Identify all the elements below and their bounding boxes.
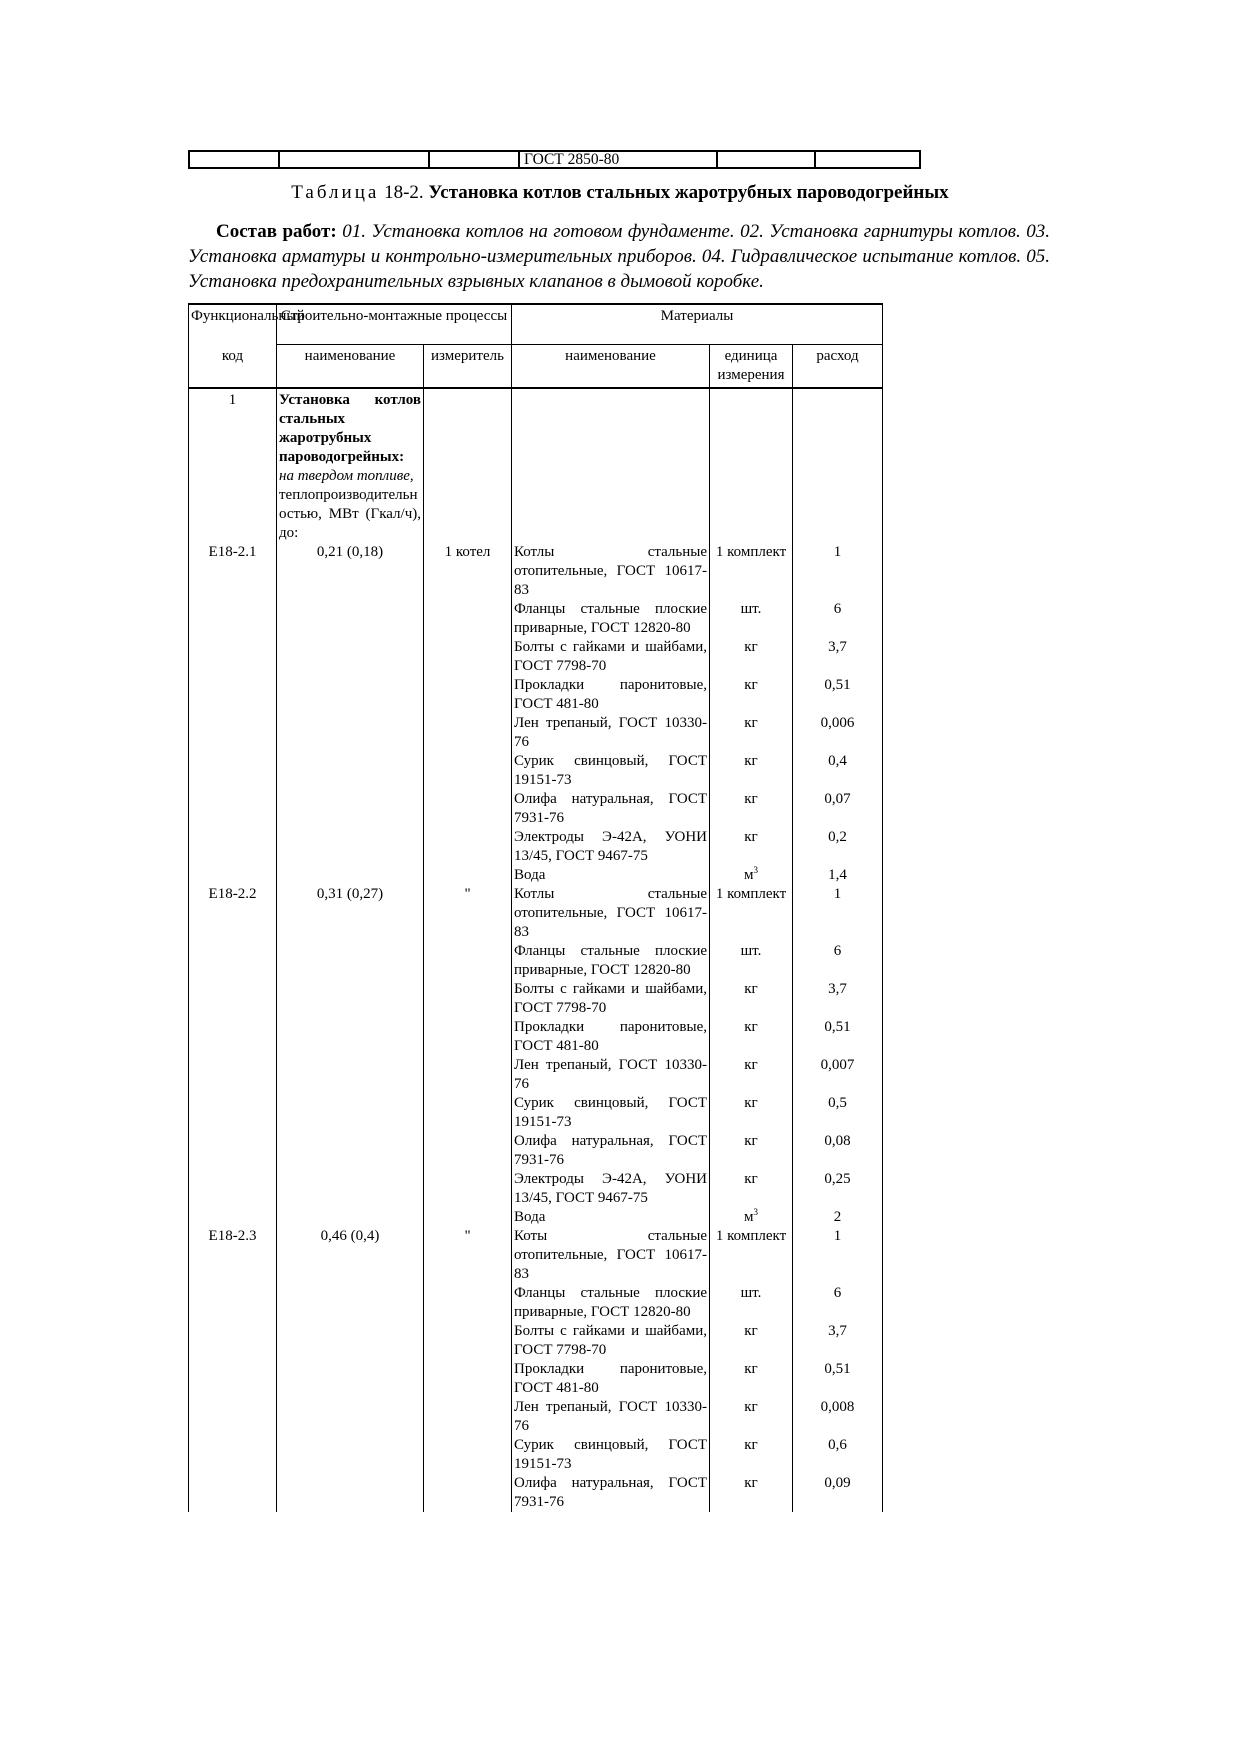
process-name-cell [277, 1018, 424, 1056]
process-name-cell [277, 543, 424, 600]
table-row [189, 942, 883, 980]
material-name: Болты с гайками и шайбами, ГОСТ 7798-70 [514, 981, 707, 1016]
func-code-cell [189, 1208, 277, 1227]
material-unit-cell [710, 790, 793, 828]
material-name-cell [512, 980, 710, 1018]
material-consumption-cell [793, 1436, 883, 1474]
material-consumption-cell [793, 638, 883, 676]
material-unit-cell [710, 1474, 793, 1512]
material-consumption: 6 [833, 1285, 842, 1301]
header-process-name: наименование [277, 345, 424, 389]
table-row [189, 885, 883, 942]
table-row [189, 1208, 883, 1227]
material-name: Болты с гайками и шайбами, ГОСТ 7798-70 [514, 639, 707, 674]
func-code-cell [189, 1436, 277, 1474]
material-unit-cell [710, 1170, 793, 1208]
measure-cell [424, 866, 512, 885]
material-consumption: 0,4 [828, 753, 847, 769]
material-unit-cell [710, 600, 793, 638]
func-code-cell [189, 828, 277, 866]
material-consumption-cell [793, 980, 883, 1018]
func-code-cell [189, 1474, 277, 1512]
material-consumption-cell [793, 942, 883, 980]
process-name-cell [277, 638, 424, 676]
func-code-cell [189, 600, 277, 638]
measure-cell [424, 1056, 512, 1094]
process-name-cell [277, 1322, 424, 1360]
material-name-cell [512, 1227, 710, 1284]
measure-cell [424, 790, 512, 828]
material-consumption: 3,7 [828, 1323, 847, 1339]
material-unit: 1 комплект [715, 1228, 787, 1244]
material-name: Олифа натуральная, ГОСТ 7931-76 [514, 1133, 707, 1168]
table-row [189, 1360, 883, 1398]
material-unit-cell [710, 1208, 793, 1227]
composition-text: 01. Установка котлов на готовом фундаменте. 02. Установка гарнитуры котлов. 03. Установка арматуры и контрольно-измерительных приборов. 04. Гидравлическое испытание котлов. 05. Установка предохранительных взрывных клапанов в дымовой коробке. [188, 221, 1050, 292]
func-code-cell [189, 885, 277, 942]
material-unit: кг [744, 715, 758, 731]
func-code-cell [189, 1056, 277, 1094]
measure-cell [424, 1474, 512, 1512]
material-name: Сурик свинцовый, ГОСТ 19151-73 [514, 753, 707, 788]
process-name: 0,31 (0,27) [316, 886, 384, 902]
material-consumption: 6 [833, 601, 842, 617]
material-unit-cell [710, 1094, 793, 1132]
material-name: Электроды Э-42А, УОНИ 13/45, ГОСТ 9467-75 [514, 829, 707, 864]
material-consumption: 1 [833, 544, 842, 560]
measure-cell [424, 600, 512, 638]
process-name-cell [277, 1474, 424, 1512]
func-code-cell [189, 1170, 277, 1208]
material-unit: кг [744, 1133, 758, 1149]
material-consumption-cell [793, 714, 883, 752]
material-unit: м [744, 1209, 754, 1225]
material-consumption-cell [793, 1360, 883, 1398]
material-name: Прокладки паронитовые, ГОСТ 481-80 [514, 677, 707, 712]
func-code-cell [189, 638, 277, 676]
process-name-cell [277, 1436, 424, 1474]
measure: " [464, 1228, 471, 1244]
material-name: Лен трепаный, ГОСТ 10330-76 [514, 1057, 707, 1092]
table-row [189, 980, 883, 1018]
material-unit-cell [710, 828, 793, 866]
material-consumption-cell [793, 1322, 883, 1360]
material-name-cell [512, 828, 710, 866]
material-name-cell [512, 600, 710, 638]
measure-cell [424, 1132, 512, 1170]
material-consumption: 0,51 [824, 1361, 851, 1377]
header-processes: Строительно-монтажные процессы [277, 304, 512, 345]
material-consumption: 0,08 [824, 1133, 851, 1149]
fragment-cell [189, 151, 279, 168]
material-name-cell [512, 676, 710, 714]
material-name: Прокладки паронитовые, ГОСТ 481-80 [514, 1019, 707, 1054]
material-unit-cell [710, 543, 793, 600]
material-name-cell [512, 714, 710, 752]
table-row [189, 828, 883, 866]
material-consumption: 1,4 [828, 867, 847, 883]
process-name-cell [277, 1398, 424, 1436]
material-consumption: 0,6 [828, 1437, 847, 1453]
func-code-cell [189, 676, 277, 714]
measure-cell [424, 885, 512, 942]
process-name-cell [277, 885, 424, 942]
material-unit: кг [744, 791, 758, 807]
intro-title: Установка котлов стальных жаротрубных пароводогрейных: [279, 392, 421, 465]
func-code-cell [189, 1284, 277, 1322]
header-materials: Материалы [512, 304, 883, 345]
material-consumption-cell [793, 600, 883, 638]
material-name: Фланцы стальные плоские приварные, ГОСТ 12820-80 [514, 943, 707, 978]
material-unit-cell [710, 866, 793, 885]
process-name-cell [277, 980, 424, 1018]
intro-capacity: теплопроизводительностью, МВт (Гкал/ч), до: [279, 487, 421, 541]
material-name-cell [512, 1208, 710, 1227]
process-name-cell [277, 1094, 424, 1132]
material-unit: кг [744, 1323, 758, 1339]
func-code-cell [189, 1322, 277, 1360]
process-name-cell [277, 942, 424, 980]
material-unit: шт. [740, 1285, 762, 1301]
material-unit-cell [710, 1398, 793, 1436]
process-name-cell [277, 1208, 424, 1227]
process-name: 0,46 (0,4) [320, 1228, 380, 1244]
material-consumption: 0,008 [820, 1399, 855, 1415]
table-row [189, 1094, 883, 1132]
material-unit: кг [744, 1019, 758, 1035]
material-unit-cell [710, 1056, 793, 1094]
material-unit: кг [744, 639, 758, 655]
material-consumption: 3,7 [828, 639, 847, 655]
measure: 1 котел [444, 544, 491, 560]
table-row [189, 714, 883, 752]
material-name-cell [512, 1132, 710, 1170]
material-unit: кг [744, 1361, 758, 1377]
fragment-cell-gost: ГОСТ 2850-80 [519, 151, 717, 168]
process-name-cell [277, 1284, 424, 1322]
process-name-cell [277, 676, 424, 714]
material-unit-cell [710, 942, 793, 980]
material-name-cell [512, 942, 710, 980]
material-name: Сурик свинцовый, ГОСТ 19151-73 [514, 1437, 707, 1472]
material-consumption: 0,51 [824, 677, 851, 693]
process-name-cell [277, 1132, 424, 1170]
measure-cell [424, 638, 512, 676]
material-unit-cell [710, 638, 793, 676]
material-consumption-cell [793, 1227, 883, 1284]
fragment-cell [815, 151, 920, 168]
table-row [189, 752, 883, 790]
process-name-cell [277, 1227, 424, 1284]
material-name-cell [512, 1360, 710, 1398]
material-name-cell [512, 1018, 710, 1056]
material-unit-cell [710, 1284, 793, 1322]
material-unit-cell [710, 1360, 793, 1398]
fragment-cell [717, 151, 815, 168]
func-code-cell [189, 752, 277, 790]
table-row [189, 600, 883, 638]
material-unit: кг [744, 1095, 758, 1111]
material-unit: кг [744, 677, 758, 693]
material-consumption: 0,09 [824, 1475, 851, 1491]
measure-cell [424, 714, 512, 752]
table-row [189, 1056, 883, 1094]
material-consumption: 0,2 [828, 829, 847, 845]
measure-cell [424, 752, 512, 790]
table-row [189, 638, 883, 676]
material-name-cell [512, 1436, 710, 1474]
process-name-cell [277, 1360, 424, 1398]
func-code-cell [189, 543, 277, 600]
measure-cell [424, 1227, 512, 1284]
material-name: Коты стальные отопительные, ГОСТ 10617-83 [514, 1228, 707, 1282]
material-unit-cell [710, 1132, 793, 1170]
intro-row [189, 388, 883, 543]
material-consumption: 0,25 [824, 1171, 851, 1187]
material-name: Сурик свинцовый, ГОСТ 19151-73 [514, 1095, 707, 1130]
header-measure: измеритель [424, 345, 512, 389]
func-code-cell [189, 1018, 277, 1056]
measure-cell [424, 1018, 512, 1056]
measure-cell [424, 1360, 512, 1398]
material-name: Фланцы стальные плоские приварные, ГОСТ 12820-80 [514, 1285, 707, 1320]
material-consumption: 1 [833, 886, 842, 902]
intro-description [277, 388, 424, 543]
material-consumption-cell [793, 1398, 883, 1436]
table-row [189, 1436, 883, 1474]
material-consumption-cell [793, 1018, 883, 1056]
header-material-name: наименование [512, 345, 710, 389]
material-name-cell [512, 866, 710, 885]
measure-cell [424, 676, 512, 714]
measure-cell [424, 980, 512, 1018]
header-consumption: расход [793, 345, 883, 389]
measure: " [464, 886, 471, 902]
process-name-cell [277, 790, 424, 828]
measure-cell [424, 1170, 512, 1208]
material-unit-cell [710, 714, 793, 752]
material-consumption-cell [793, 866, 883, 885]
material-name: Котлы стальные отопительные, ГОСТ 10617-83 [514, 886, 707, 940]
material-unit: 1 комплект [715, 544, 787, 560]
material-name-cell [512, 543, 710, 600]
material-consumption: 0,006 [820, 715, 855, 731]
unit-superscript: 3 [753, 1207, 758, 1217]
measure-cell [424, 543, 512, 600]
measure-cell [424, 1398, 512, 1436]
material-consumption-cell [793, 885, 883, 942]
intro-fuel: на твердом топливе, [279, 468, 414, 484]
material-unit: кг [744, 981, 758, 997]
process-name: 0,21 (0,18) [316, 544, 384, 560]
previous-table-fragment [188, 150, 921, 169]
material-consumption: 0,007 [820, 1057, 855, 1073]
material-name-cell [512, 1398, 710, 1436]
measure-cell [424, 1094, 512, 1132]
table-row [189, 1018, 883, 1056]
material-unit-cell [710, 980, 793, 1018]
material-consumption-cell [793, 1474, 883, 1512]
material-unit: кг [744, 1437, 758, 1453]
material-consumption: 0,51 [824, 1019, 851, 1035]
header-unit: единица измерения [710, 345, 793, 389]
process-name-cell [277, 752, 424, 790]
measure-cell [424, 828, 512, 866]
material-unit: кг [744, 1171, 758, 1187]
material-name: Электроды Э-42А, УОНИ 13/45, ГОСТ 9467-75 [514, 1171, 707, 1206]
material-consumption-cell [793, 752, 883, 790]
func-code-cell [189, 1360, 277, 1398]
material-name-cell [512, 1094, 710, 1132]
table-row [189, 1132, 883, 1170]
func-code-cell [189, 1132, 277, 1170]
table-row [189, 543, 883, 600]
material-consumption: 1 [833, 1228, 842, 1244]
material-consumption-cell [793, 1094, 883, 1132]
material-name: Лен трепаный, ГОСТ 10330-76 [514, 715, 707, 750]
materials-table [188, 303, 883, 1512]
material-consumption: 3,7 [828, 981, 847, 997]
table-row [189, 1227, 883, 1284]
material-unit-cell [710, 885, 793, 942]
process-name-cell [277, 1056, 424, 1094]
header-func-code-bottom: код [189, 345, 277, 389]
process-name-cell [277, 866, 424, 885]
header-func-code-top: Функциональный [189, 304, 277, 345]
table-body [189, 388, 883, 1512]
fragment-cell [279, 151, 429, 168]
material-unit-cell [710, 1018, 793, 1056]
table-row [189, 1322, 883, 1360]
table-row [189, 1398, 883, 1436]
func-code: Е18-2.3 [208, 1228, 257, 1244]
material-unit: кг [744, 1399, 758, 1415]
material-consumption-cell [793, 828, 883, 866]
material-name: Вода [514, 1209, 546, 1225]
composition-label: Состав работ: [216, 221, 337, 242]
material-consumption-cell [793, 1284, 883, 1322]
material-consumption-cell [793, 1170, 883, 1208]
func-code-cell [189, 1398, 277, 1436]
material-unit: шт. [740, 601, 762, 617]
material-consumption-cell [793, 1132, 883, 1170]
material-name-cell [512, 790, 710, 828]
material-name-cell [512, 885, 710, 942]
material-name-cell [512, 1056, 710, 1094]
material-consumption-cell [793, 1056, 883, 1094]
table-row [189, 1284, 883, 1322]
func-code: Е18-2.1 [208, 544, 257, 560]
fragment-cell [429, 151, 519, 168]
caption-title: Установка котлов стальных жаротрубных пароводогрейных [428, 182, 949, 203]
material-unit-cell [710, 676, 793, 714]
process-name-cell [277, 828, 424, 866]
measure-cell [424, 1436, 512, 1474]
material-consumption-cell [793, 790, 883, 828]
material-consumption: 2 [833, 1209, 842, 1225]
measure-cell [424, 1322, 512, 1360]
material-unit: 1 комплект [715, 886, 787, 902]
func-code-cell [189, 866, 277, 885]
material-name-cell [512, 1170, 710, 1208]
material-name-cell [512, 1322, 710, 1360]
material-consumption: 6 [833, 943, 842, 959]
material-name: Вода [514, 867, 546, 883]
func-code-cell [189, 1227, 277, 1284]
intro-code: 1 [189, 388, 277, 543]
material-name: Прокладки паронитовые, ГОСТ 481-80 [514, 1361, 707, 1396]
material-consumption-cell [793, 676, 883, 714]
material-name-cell [512, 1284, 710, 1322]
material-unit: кг [744, 1475, 758, 1491]
measure-cell [424, 942, 512, 980]
table-caption [0, 182, 1240, 204]
material-unit-cell [710, 1436, 793, 1474]
table-row [189, 866, 883, 885]
material-name: Олифа натуральная, ГОСТ 7931-76 [514, 1475, 707, 1510]
process-name-cell [277, 600, 424, 638]
func-code-cell [189, 790, 277, 828]
caption-number: 18-2. [384, 182, 424, 203]
material-name-cell [512, 752, 710, 790]
material-unit-cell [710, 1227, 793, 1284]
material-name: Котлы стальные отопительные, ГОСТ 10617-83 [514, 544, 707, 598]
caption-prefix: Таблица [291, 182, 380, 203]
material-unit: кг [744, 829, 758, 845]
material-consumption-cell [793, 543, 883, 600]
func-code-cell [189, 980, 277, 1018]
process-name-cell [277, 1170, 424, 1208]
measure-cell [424, 1208, 512, 1227]
table-row [189, 790, 883, 828]
table-row [189, 1170, 883, 1208]
material-unit: шт. [740, 943, 762, 959]
table-row [189, 676, 883, 714]
material-unit-cell [710, 752, 793, 790]
material-name: Лен трепаный, ГОСТ 10330-76 [514, 1399, 707, 1434]
material-unit-cell [710, 1322, 793, 1360]
material-name-cell [512, 1474, 710, 1512]
func-code-cell [189, 942, 277, 980]
unit-superscript: 3 [753, 865, 758, 875]
material-unit: кг [744, 1057, 758, 1073]
material-name: Фланцы стальные плоские приварные, ГОСТ 12820-80 [514, 601, 707, 636]
material-unit: кг [744, 753, 758, 769]
material-name-cell [512, 638, 710, 676]
material-name: Олифа натуральная, ГОСТ 7931-76 [514, 791, 707, 826]
measure-cell [424, 1284, 512, 1322]
func-code-cell [189, 1094, 277, 1132]
material-consumption: 0,07 [824, 791, 851, 807]
func-code: Е18-2.2 [208, 886, 257, 902]
func-code-cell [189, 714, 277, 752]
work-composition [188, 219, 1050, 294]
material-name: Болты с гайками и шайбами, ГОСТ 7798-70 [514, 1323, 707, 1358]
material-unit: м [744, 867, 754, 883]
process-name-cell [277, 714, 424, 752]
material-consumption: 0,5 [828, 1095, 847, 1111]
material-consumption-cell [793, 1208, 883, 1227]
table-row [189, 1474, 883, 1512]
